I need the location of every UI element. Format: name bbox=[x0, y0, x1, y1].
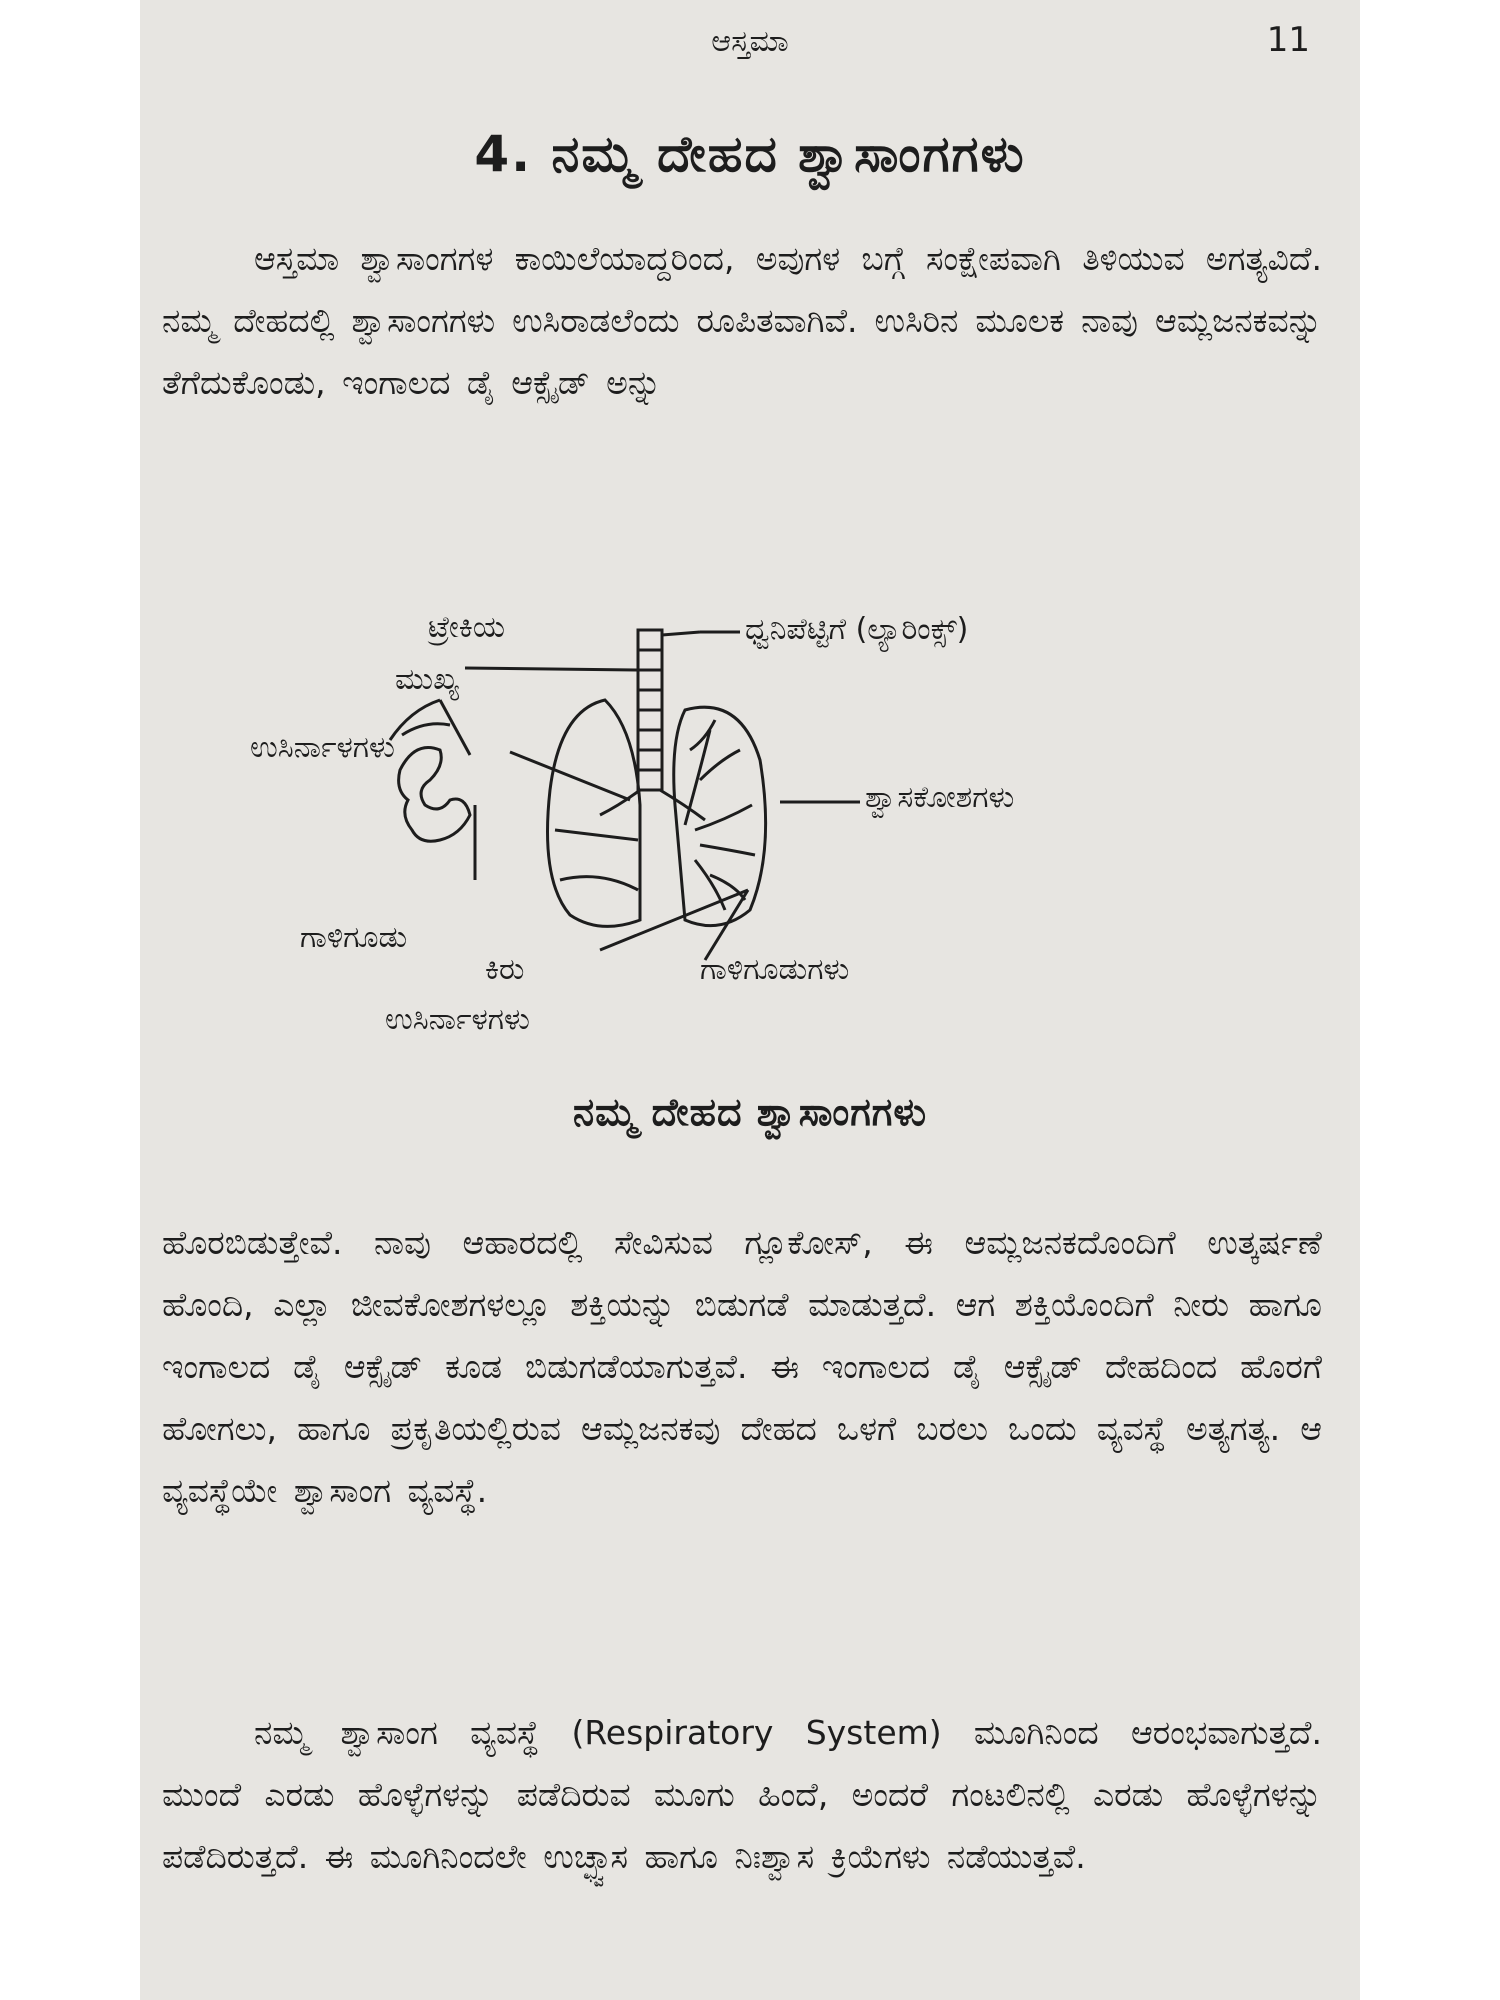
label-alveolus: ಗಾಳಿಗೂಡು bbox=[300, 920, 408, 955]
running-head: ಆಸ್ತಮಾ bbox=[711, 24, 789, 59]
left-lung-shape bbox=[548, 700, 641, 926]
respiratory-diagram bbox=[140, 590, 1360, 1050]
label-bronchi: ಉಸಿರ್ನಾಳಗಳು bbox=[250, 730, 395, 765]
chapter-title: 4. ನಮ್ಮ ದೇಹದ ಶ್ವಾಸಾಂಗಗಳು bbox=[474, 125, 1026, 183]
label-bronchioles: ಕಿರು bbox=[485, 952, 525, 987]
page-number: 11 bbox=[1266, 20, 1310, 60]
right-bronchus-shape bbox=[660, 790, 705, 820]
label-larynx: ಧ್ವನಿಪೆಟ್ಟಿಗೆ (ಲ್ಯಾರಿಂಕ್ಸ್) bbox=[745, 612, 969, 647]
label-alveoli: ಗಾಳಿಗೂಡುಗಳು bbox=[700, 952, 850, 987]
book-page bbox=[140, 0, 1360, 2000]
figure-caption: ನಮ್ಮ ದೇಹದ ಶ್ವಾಸಾಂಗಗಳು bbox=[572, 1090, 928, 1134]
paragraph-body: ಹೊರಬಿಡುತ್ತೇವೆ. ನಾವು ಆಹಾರದಲ್ಲಿ ಸೇವಿಸುವ ಗ್ಲೂಕೋಸ್, ಈ ಆಮ್ಲಜನಕದೊಂದಿಗೆ ಉತ್ಕರ್ಷಣೆ ಹೊಂದಿ, ಎಲ್ಲಾ ಜೀವಕೋಶಗಳಲ್ಲೂ ಶಕ್ತಿಯನ್ನು ಬಿಡುಗಡೆ ಮಾಡುತ್ತದೆ. ಆಗ ಶಕ್ತಿಯೊಂದಿಗೆ ನೀರು ಹಾಗೂ ಇಂಗಾಲದ ಡೈ ಆಕ್ಸೈಡ್ ಕೂಡ ಬಿಡುಗಡೆಯಾಗುತ್ತವೆ. ಈ ಇಂಗಾಲದ ಡೈ ಆಕ್ಸೈಡ್ ದೇಹದಿಂದ ಹೊರಗೆ ಹೋಗಲು, ಹಾಗೂ ಪ್ರಕೃತಿಯಲ್ಲಿರುವ ಆಮ್ಲಜನಕವು ದೇಹದ ಒಳಗೆ ಬರಲು ಒಂದು ವ್ಯವಸ್ಥೆ ಅತ್ಯಗತ್ಯ. ಆ ವ್ಯವಸ್ಥೆಯೇ ಶ್ವಾಸಾಂಗ ವ್ಯವಸ್ಥೆ. bbox=[162, 1223, 1322, 1510]
alveolus-cluster-shape bbox=[399, 748, 470, 842]
paragraph-intro: ಆಸ್ತಮಾ ಶ್ವಾಸಾಂಗಗಳ ಕಾಯಿಲೆಯಾದ್ದರಿಂದ, ಅವುಗಳ ಬಗ್ಗೆ ಸಂಕ್ಷೇಪವಾಗಿ ತಿಳಿಯುವ ಅಗತ್ಯವಿದೆ. ನಮ್ಮ ದೇಹದಲ್ಲಿ ಶ್ವಾಸಾಂಗಗಳು ಉಸಿರಾಡಲೆಂದು ರೂಪಿತವಾಗಿವೆ. ಉಸಿರಿನ ಮೂಲಕ ನಾವು ಆಮ್ಲಜನಕವನ್ನು ತೆಗೆದುಕೊಂಡು, ಇಂಗಾಲದ ಡೈ ಆಕ್ಸೈಡ್ ಅನ್ನು bbox=[162, 239, 1322, 402]
label-trachea-main: ಮುಖ್ಯ bbox=[395, 662, 460, 697]
paragraph-respiratory-system: ನಮ್ಮ ಶ್ವಾಸಾಂಗ ವ್ಯವಸ್ಥೆ (Respiratory System) ಮೂಗಿನಿಂದ ಆರಂಭವಾಗುತ್ತದೆ. ಮುಂದೆ ಎರಡು ಹೊಳ್ಳೆಗಳನ್ನು ಪಡೆದಿರುವ ಮೂಗು ಹಿಂದೆ, ಅಂದರೆ ಗಂಟಲಿನಲ್ಲಿ ಎರಡು ಹೊಳ್ಳೆಗಳನ್ನು ಪಡೆದಿರುತ್ತದೆ. ಈ ಮೂಗಿನಿಂದಲೇ ಉಚ್ಛ್ವಾಸ ಹಾಗೂ ನಿಃಶ್ವಾಸ ಕ್ರಿಯೆಗಳು ನಡೆಯುತ್ತವೆ. bbox=[162, 1713, 1322, 1876]
left-bronchus-shape bbox=[600, 790, 640, 815]
label-trachea: ಟ್ರೇಕಿಯ bbox=[428, 610, 505, 645]
label-bronchioles-2: ಉಸಿರ್ನಾಳಗಳು bbox=[385, 1002, 530, 1037]
label-lungs: ಶ್ವಾಸಕೋಶಗಳು bbox=[865, 780, 1015, 815]
